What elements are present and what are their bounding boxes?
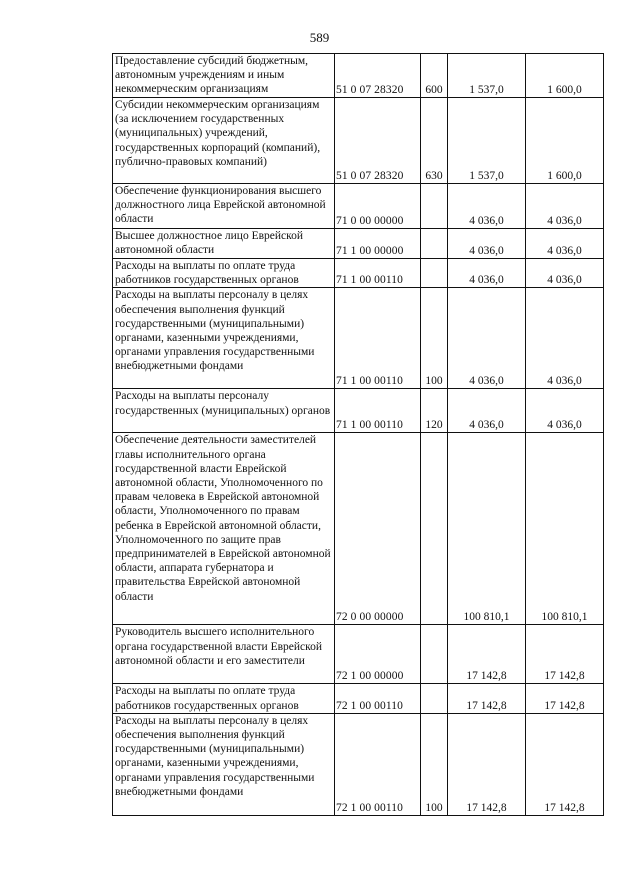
table-row [113, 288, 604, 389]
table-row [113, 713, 604, 815]
target-code: 71 0 00 00000 [335, 184, 421, 229]
row-name: Расходы на выплаты персоналу в целях обеспечения выполнения функций государственными (муниципальными) органами, казенными учреждениями, органами управления государственными внебюджетными фондами [113, 288, 335, 389]
table-row [113, 433, 604, 625]
amount-first: 1 537,0 [448, 54, 526, 98]
amount-second: 4 036,0 [526, 259, 604, 288]
target-code: 51 0 07 28320 [335, 98, 421, 184]
target-code: 51 0 07 28320 [335, 54, 421, 98]
row-name: Высшее должностное лицо Еврейской автономной области [113, 229, 335, 259]
row-name: Обеспечение деятельности заместителей главы исполнительного органа государственной власти Еврейской автономной области, Уполномоченного по правам человека в Еврейской автономной области, Уполномоченного по правам ребенка в Еврейской автономной области, Уполномоченного по защите прав предпринимателей в Еврейской автономной области, аппарата губернатора и правительства Еврейской автономной области [113, 433, 335, 625]
expense-type: 120 [421, 389, 448, 433]
expense-type [421, 433, 448, 625]
target-code: 71 1 00 00110 [335, 259, 421, 288]
expense-type: 630 [421, 98, 448, 184]
table-row [113, 54, 604, 98]
amount-second: 17 142,8 [526, 713, 604, 815]
expense-type [421, 684, 448, 713]
target-code: 72 0 00 00000 [335, 433, 421, 625]
expense-type [421, 259, 448, 288]
row-name: Предоставление субсидий бюджетным, автономным учреждениям и иным некоммерческим организациям [113, 54, 335, 98]
target-code: 72 1 00 00110 [335, 684, 421, 713]
table-row [113, 229, 604, 259]
amount-second: 1 600,0 [526, 98, 604, 184]
target-code: 71 1 00 00110 [335, 389, 421, 433]
row-name: Расходы на выплаты по оплате труда работников государственных органов [113, 259, 335, 288]
amount-second: 17 142,8 [526, 684, 604, 713]
expense-type: 100 [421, 288, 448, 389]
amount-first: 17 142,8 [448, 625, 526, 684]
amount-first: 4 036,0 [448, 259, 526, 288]
amount-second: 4 036,0 [526, 389, 604, 433]
target-code: 71 1 00 00000 [335, 229, 421, 259]
expense-type [421, 184, 448, 229]
amount-first: 4 036,0 [448, 288, 526, 389]
amount-second: 100 810,1 [526, 433, 604, 625]
row-name: Расходы на выплаты персоналу в целях обеспечения выполнения функций государственными (муниципальными) органами, казенными учреждениями, органами управления государственными внебюджетными фондами [113, 713, 335, 815]
row-name: Расходы на выплаты по оплате труда работников государственных органов [113, 684, 335, 713]
budget-table [112, 53, 604, 816]
row-name: Обеспечение функционирования высшего должностного лица Еврейской автономной области [113, 184, 335, 229]
table-row [113, 684, 604, 713]
amount-first: 4 036,0 [448, 389, 526, 433]
amount-second: 1 600,0 [526, 54, 604, 98]
table-row [113, 259, 604, 288]
amount-first: 100 810,1 [448, 433, 526, 625]
expense-type [421, 229, 448, 259]
amount-first: 1 537,0 [448, 98, 526, 184]
target-code: 71 1 00 00110 [335, 288, 421, 389]
page-number: 589 [309, 30, 330, 45]
amount-first: 4 036,0 [448, 184, 526, 229]
expense-type [421, 625, 448, 684]
row-name: Субсидии некоммерческим организациям (за исключением государственных (муниципальных) учреждений, государственных корпораций (компаний), публично-правовых компаний) [113, 98, 335, 184]
amount-second: 4 036,0 [526, 229, 604, 259]
table-row [113, 184, 604, 229]
amount-first: 17 142,8 [448, 684, 526, 713]
row-name: Руководитель высшего исполнительного органа государственной власти Еврейской автономной области и его заместители [113, 625, 335, 684]
row-name: Расходы на выплаты персоналу государственных (муниципальных) органов [113, 389, 335, 433]
table-row [113, 389, 604, 433]
amount-second: 4 036,0 [526, 184, 604, 229]
amount-first: 4 036,0 [448, 229, 526, 259]
target-code: 72 1 00 00110 [335, 713, 421, 815]
amount-second: 4 036,0 [526, 288, 604, 389]
table-row [113, 625, 604, 684]
expense-type: 100 [421, 713, 448, 815]
amount-first: 17 142,8 [448, 713, 526, 815]
target-code: 72 1 00 00000 [335, 625, 421, 684]
amount-second: 17 142,8 [526, 625, 604, 684]
table-row [113, 98, 604, 184]
expense-type: 600 [421, 54, 448, 98]
